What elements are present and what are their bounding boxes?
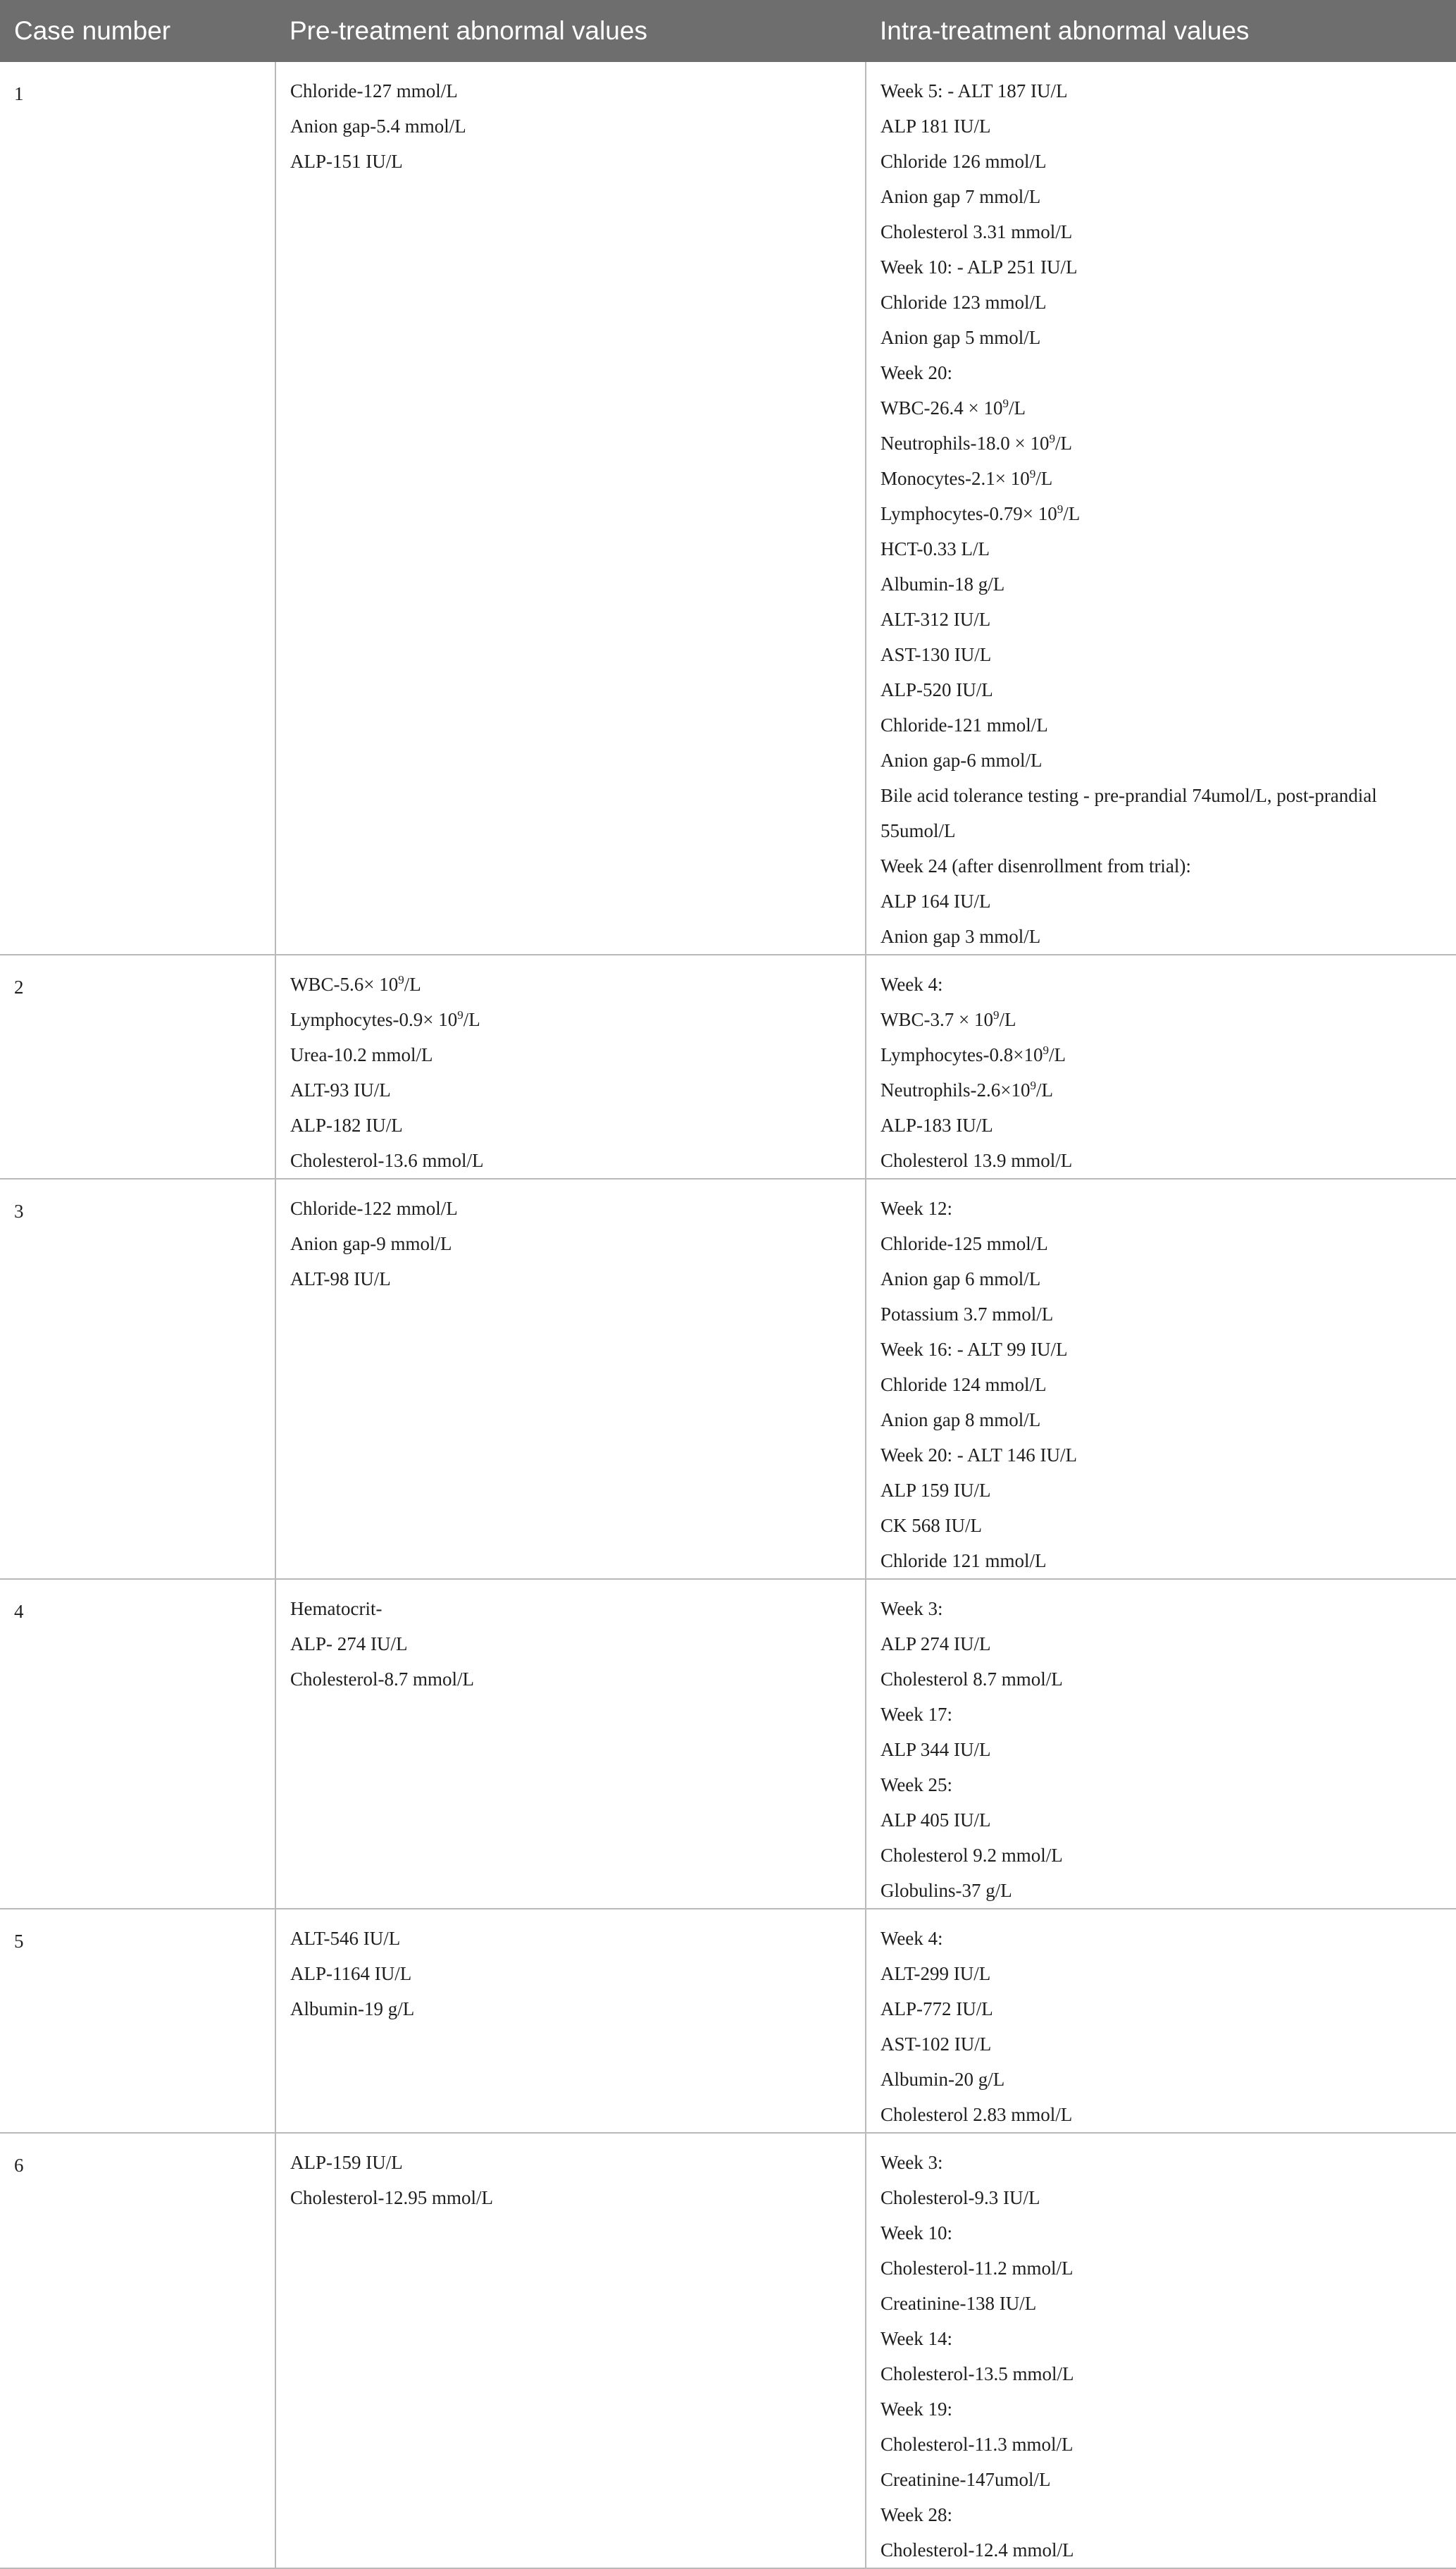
intra-treatment-value: Neutrophils-18.0 × $10^9/L$ bbox=[881, 432, 1072, 454]
case-number-cell bbox=[0, 2133, 275, 2568]
pre-treatment-value: Cholesterol-13.6 mmol/L bbox=[290, 1150, 484, 1171]
pre-treatment-cell bbox=[275, 1909, 866, 2133]
pre-treatment-value: ALT-546 IU/L bbox=[290, 1928, 401, 1949]
intra-treatment-value: Chloride 126 mmol/L bbox=[881, 151, 1047, 172]
case-number: 1 bbox=[14, 83, 24, 104]
intra-treatment-value: ALP-183 IU/L bbox=[881, 1115, 993, 1136]
intra-treatment-value: Week 10: - ALP 251 IU/L bbox=[881, 256, 1078, 278]
intra-treatment-value: Week 16: - ALT 99 IU/L bbox=[881, 1339, 1068, 1360]
intra-treatment-value: Bile acid tolerance testing - pre-prandial 74umol/L, post-prandial 55umol/L bbox=[881, 785, 1377, 841]
table-row bbox=[0, 1909, 1456, 2133]
intra-treatment-value: Week 5: - ALT 187 IU/L bbox=[881, 80, 1068, 101]
pre-treatment-value: Anion gap-5.4 mmol/L bbox=[290, 116, 466, 137]
pre-treatment-value: ALP-1164 IU/L bbox=[290, 1963, 412, 1984]
intra-treatment-value: Week 19: bbox=[881, 2398, 953, 2420]
header-case-number: Case number bbox=[14, 16, 171, 45]
pre-treatment-value: ALT-93 IU/L bbox=[290, 1079, 391, 1101]
table-row bbox=[0, 2133, 1456, 2568]
intra-treatment-cell bbox=[866, 955, 1456, 1179]
pre-treatment-value: Cholesterol-8.7 mmol/L bbox=[290, 1669, 474, 1690]
intra-treatment-value: Neutrophils-$2.6\times 10^9/L$ bbox=[881, 1079, 1053, 1101]
table-row bbox=[0, 1179, 1456, 1579]
case-number-cell bbox=[0, 955, 275, 1179]
intra-treatment-value: Cholesterol-12.4 mmol/L bbox=[881, 2539, 1074, 2561]
pre-treatment-cell bbox=[275, 955, 866, 1179]
case-number-cell bbox=[0, 1909, 275, 2133]
intra-treatment-value: Week 3: bbox=[881, 2152, 943, 2173]
intra-treatment-value: ALP 164 IU/L bbox=[881, 891, 991, 912]
intra-treatment-value: Week 4: bbox=[881, 974, 943, 995]
intra-treatment-value: ALP 344 IU/L bbox=[881, 1739, 991, 1760]
intra-treatment-value: Albumin-18 g/L bbox=[881, 574, 1005, 595]
intra-treatment-value: HCT-0.33 L/L bbox=[881, 538, 990, 559]
intra-treatment-value: Week 24 (after disenrollment from trial): bbox=[881, 855, 1191, 877]
intra-treatment-value: Potassium 3.7 mmol/L bbox=[881, 1304, 1054, 1325]
intra-treatment-value: Week 12: bbox=[881, 1198, 953, 1219]
table-header-row bbox=[0, 0, 1456, 62]
case-number: 6 bbox=[14, 2155, 24, 2176]
table-row bbox=[0, 955, 1456, 1179]
intra-treatment-value: Albumin-20 g/L bbox=[881, 2069, 1005, 2090]
intra-treatment-value: ALP-520 IU/L bbox=[881, 679, 993, 700]
pre-treatment-cell bbox=[275, 1179, 866, 1579]
intra-treatment-value: Week 28: bbox=[881, 2504, 953, 2525]
intra-treatment-value: ALP-772 IU/L bbox=[881, 1998, 993, 2019]
pre-treatment-value: ALP- 274 IU/L bbox=[290, 1633, 408, 1654]
pre-treatment-value: Chloride-127 mmol/L bbox=[290, 80, 458, 101]
intra-treatment-value: Anion gap 7 mmol/L bbox=[881, 186, 1041, 207]
intra-treatment-value: Week 3: bbox=[881, 1598, 943, 1619]
case-number-cell bbox=[0, 62, 275, 955]
intra-treatment-value: Creatinine-147umol/L bbox=[881, 2469, 1051, 2490]
intra-treatment-value: Anion gap 3 mmol/L bbox=[881, 926, 1041, 947]
intra-treatment-value: Week 20: - ALT 146 IU/L bbox=[881, 1444, 1078, 1466]
pre-treatment-cell bbox=[275, 1579, 866, 1909]
intra-treatment-cell bbox=[866, 1909, 1456, 2133]
intra-treatment-value: Cholesterol 3.31 mmol/L bbox=[881, 221, 1073, 242]
table-row bbox=[0, 62, 1456, 955]
intra-treatment-value: ALP 405 IU/L bbox=[881, 1809, 991, 1831]
intra-treatment-value: ALP 181 IU/L bbox=[881, 116, 991, 137]
intra-treatment-value: Monocytes-2.1× $10^9/L$ bbox=[881, 467, 1053, 489]
intra-treatment-cell bbox=[866, 2133, 1456, 2568]
intra-treatment-value: Week 14: bbox=[881, 2328, 953, 2349]
pre-treatment-value: Albumin-19 g/L bbox=[290, 1998, 415, 2019]
intra-treatment-value: $WBC-26.4 \times 10^9/L$ bbox=[881, 397, 1026, 419]
intra-treatment-value: Cholesterol 13.9 mmol/L bbox=[881, 1150, 1073, 1171]
pre-treatment-value: ALP-159 IU/L bbox=[290, 2152, 403, 2173]
intra-treatment-value: ALT-299 IU/L bbox=[881, 1963, 991, 1984]
pre-treatment-value: $WBC-5.6\times 10^9/L$ bbox=[290, 973, 421, 995]
intra-treatment-value: AST-130 IU/L bbox=[881, 644, 992, 665]
intra-treatment-value: Week 20: bbox=[881, 362, 953, 383]
header-pre-treatment: Pre-treatment abnormal values bbox=[290, 16, 647, 45]
intra-treatment-value: Cholesterol-11.3 mmol/L bbox=[881, 2434, 1074, 2455]
intra-treatment-value: ALP 274 IU/L bbox=[881, 1633, 991, 1654]
intra-treatment-value: Lymphocytes-$0.8\times 10^9/L$ bbox=[881, 1044, 1066, 1065]
intra-treatment-cell bbox=[866, 1579, 1456, 1909]
intra-treatment-value: Chloride 124 mmol/L bbox=[881, 1374, 1047, 1395]
intra-treatment-value: Creatinine-138 IU/L bbox=[881, 2293, 1037, 2314]
intra-treatment-value: Week 10: bbox=[881, 2222, 953, 2243]
case-number-cell bbox=[0, 1579, 275, 1909]
intra-treatment-value: Chloride 123 mmol/L bbox=[881, 292, 1047, 313]
intra-treatment-value: Anion gap-6 mmol/L bbox=[881, 750, 1043, 771]
intra-treatment-value: ALT-312 IU/L bbox=[881, 609, 991, 630]
pre-treatment-value: Urea-10.2 mmol/L bbox=[290, 1044, 433, 1065]
intra-treatment-value: Anion gap 5 mmol/L bbox=[881, 327, 1041, 348]
table-row bbox=[0, 1579, 1456, 1909]
intra-treatment-cell bbox=[866, 62, 1456, 955]
case-number: 4 bbox=[14, 1601, 24, 1622]
intra-treatment-value: CK 568 IU/L bbox=[881, 1515, 982, 1536]
intra-treatment-value: Cholesterol-9.3 IU/L bbox=[881, 2187, 1040, 2208]
pre-treatment-value: Chloride-122 mmol/L bbox=[290, 1198, 458, 1219]
pre-treatment-value: Hematocrit- bbox=[290, 1598, 382, 1619]
intra-treatment-cell bbox=[866, 1179, 1456, 1579]
intra-treatment-value: ALP 159 IU/L bbox=[881, 1480, 991, 1501]
intra-treatment-value: Anion gap 8 mmol/L bbox=[881, 1409, 1041, 1430]
pre-treatment-value: ALP-151 IU/L bbox=[290, 151, 403, 172]
intra-treatment-value: $WBC-3.7 \times 10^9/L$ bbox=[881, 1008, 1016, 1030]
intra-treatment-value: Cholesterol-13.5 mmol/L bbox=[881, 2363, 1074, 2384]
intra-treatment-value: Lymphocytes-0.79× $10^9/L$ bbox=[881, 502, 1081, 524]
intra-treatment-value: AST-102 IU/L bbox=[881, 2033, 992, 2055]
intra-treatment-value: Week 17: bbox=[881, 1704, 953, 1725]
pre-treatment-value: ALT-98 IU/L bbox=[290, 1268, 391, 1289]
intra-treatment-value: Chloride-121 mmol/L bbox=[881, 714, 1048, 736]
intra-treatment-value: Cholesterol 8.7 mmol/L bbox=[881, 1669, 1063, 1690]
pre-treatment-value: Lymphocytes-0.9× $10^9/L$ bbox=[290, 1008, 480, 1030]
intra-treatment-value: Cholesterol 2.83 mmol/L bbox=[881, 2104, 1073, 2125]
intra-treatment-value: Chloride 121 mmol/L bbox=[881, 1550, 1047, 1571]
intra-treatment-value: Anion gap 6 mmol/L bbox=[881, 1268, 1041, 1289]
pre-treatment-cell bbox=[275, 2133, 866, 2568]
case-number: 3 bbox=[14, 1201, 24, 1222]
pre-treatment-value: ALP-182 IU/L bbox=[290, 1115, 403, 1136]
intra-treatment-value: Week 25: bbox=[881, 1774, 953, 1795]
case-number: 2 bbox=[14, 977, 24, 998]
header-intra-treatment: Intra-treatment abnormal values bbox=[880, 16, 1250, 45]
pre-treatment-value: Anion gap-9 mmol/L bbox=[290, 1233, 452, 1254]
case-number: 5 bbox=[14, 1931, 24, 1952]
intra-treatment-value: Cholesterol-11.2 mmol/L bbox=[881, 2258, 1074, 2279]
intra-treatment-value: Globulins-37 g/L bbox=[881, 1880, 1012, 1901]
pre-treatment-value: Cholesterol-12.95 mmol/L bbox=[290, 2187, 493, 2208]
pre-treatment-cell bbox=[275, 62, 866, 955]
intra-treatment-value: Week 4: bbox=[881, 1928, 943, 1949]
intra-treatment-value: Cholesterol 9.2 mmol/L bbox=[881, 1845, 1063, 1866]
intra-treatment-value: Chloride-125 mmol/L bbox=[881, 1233, 1048, 1254]
case-number-cell bbox=[0, 1179, 275, 1579]
